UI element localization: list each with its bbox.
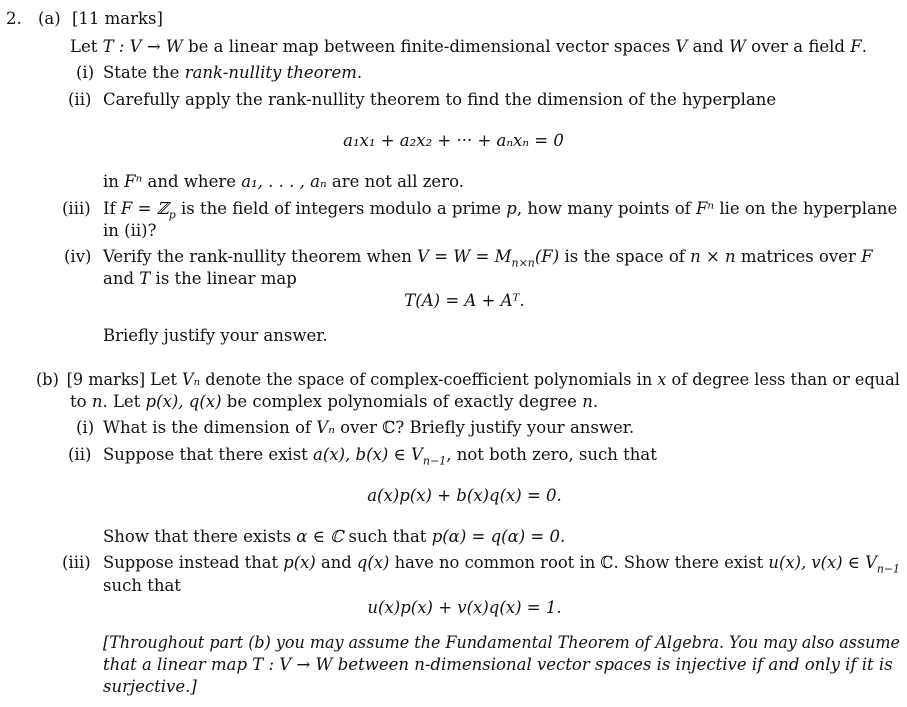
part-b-iii-equation: u(x)p(x) + v(x)q(x) = 1. (367, 598, 562, 617)
math-F: (F) (534, 247, 560, 266)
math-ab: a(x), b(x) ∈ V (313, 445, 423, 464)
text: are not all zero. (326, 172, 464, 191)
part-a-label (38, 8, 163, 30)
part-a-iii-label: (iii) (62, 199, 91, 218)
math-root: p(α) = q(α) = 0. (431, 527, 566, 546)
math-sub-p: p (168, 208, 176, 222)
math-F: F (861, 247, 873, 266)
math-pq: p(x), q(x) (145, 392, 222, 411)
math-sub-nxn: n×n (511, 256, 535, 270)
text: Suppose that there exist (103, 445, 314, 464)
part-b-i-label: (i) (76, 418, 95, 437)
part-b-ii-equation: a(x)p(x) + b(x)q(x) = 0. (367, 486, 562, 505)
part-a-i-text (103, 62, 362, 84)
part-a-iv-justify: Briefly justify your answer. (103, 326, 328, 345)
math-uv: u(x), v(x) ∈ V (768, 553, 877, 572)
text: over ℂ? Briefly justify your answer. (334, 418, 635, 437)
text: Show that there exists (103, 527, 297, 546)
text: be a linear map between finite-dimensional vector spaces (182, 37, 676, 56)
part-a-iv-line2 (103, 268, 297, 290)
question-number: 2. (6, 9, 22, 28)
math-q: q(x) (356, 553, 390, 572)
text: . Let (102, 392, 146, 411)
text: Let (145, 370, 183, 389)
part-b-note-line3: surjective.] (103, 677, 197, 696)
math-coeffs: a₁, . . . , aₙ (241, 172, 327, 191)
part-b-iii-line2: such that (103, 576, 181, 595)
math-Vn: Vₙ (316, 418, 335, 437)
part-b-ii-show (103, 526, 565, 548)
part-a-iv-text (103, 246, 873, 268)
text: , not both zero, such that (446, 445, 657, 464)
math-map: T : V → W (102, 37, 183, 56)
text: of degree less than or equal (666, 370, 900, 389)
math-x: x (657, 370, 667, 389)
part-a-label-text: (a) (38, 9, 61, 28)
part-b-ii-label: (ii) (68, 445, 92, 464)
text: over a field (745, 37, 851, 56)
part-b-iii-text (103, 552, 900, 574)
math-sub-n-1: n−1 (876, 562, 901, 576)
math-Fn: Fⁿ (124, 172, 143, 191)
text: and (315, 553, 357, 572)
text: What is the dimension of (103, 418, 317, 437)
part-a-marks: [11 marks] (71, 9, 163, 28)
part-a-ii-continuation (103, 171, 464, 193)
text: is the field of integers modulo a prime (175, 199, 507, 218)
text: , how many points of (516, 199, 696, 218)
text: . (592, 392, 599, 411)
math-V: V (675, 37, 688, 56)
text: denote the space of complex-coefficient polynomials in (200, 370, 658, 389)
part-b-label: (b) (36, 370, 59, 389)
math-p: p(x) (283, 553, 316, 572)
part-b-note-line1: [Throughout part (b) you may assume the Fundamental Theorem of Algebra. You may also assume (103, 633, 900, 652)
text: and where (142, 172, 242, 191)
math-W: W (728, 37, 746, 56)
math-space: V = W = M (417, 247, 512, 266)
text: State the (103, 63, 185, 82)
part-b-marks: [9 marks] (66, 370, 146, 389)
part-b-note-line2: that a linear map T : V → W between n-dimensional vector spaces is injective if and only if it is (103, 655, 893, 674)
math-nxn: n × n (690, 247, 736, 266)
text: to (70, 392, 92, 411)
part-b-iii-label: (iii) (62, 553, 91, 572)
text: is the space of (559, 247, 691, 266)
text: lie on the hyperplane (714, 199, 898, 218)
text: be complex polynomials of exactly degree (221, 392, 583, 411)
math-F-Zp: F = ℤ (120, 199, 169, 218)
text: . (356, 63, 363, 82)
math-alpha: α ∈ ℂ (296, 527, 344, 546)
text: such that (343, 527, 432, 546)
part-b-intro-line2 (70, 391, 598, 413)
part-a-ii-equation: a₁x₁ + a₂x₂ + ··· + aₙxₙ = 0 (343, 131, 564, 150)
part-b-i-text (103, 417, 634, 439)
part-b-intro (36, 369, 900, 391)
math-Vn: Vₙ (182, 370, 201, 389)
math-sub-n-1: n−1 (422, 454, 447, 468)
part-b-ii-text (103, 444, 657, 466)
term-rank-nullity: rank-nullity theorem (184, 63, 357, 82)
math-n: n (582, 392, 593, 411)
part-a-iii-text (103, 198, 897, 220)
part-a-intro (70, 36, 867, 58)
part-a-i-label: (i) (76, 63, 95, 82)
text: in (103, 172, 125, 191)
text: matrices over (735, 247, 862, 266)
part-a-iv-equation: T(A) = A + Aᵀ. (404, 291, 525, 310)
math-n: n (91, 392, 103, 411)
part-a-iii-line2: in (ii)? (103, 221, 157, 240)
math-Fn: Fⁿ (695, 199, 715, 218)
text: Suppose instead that (103, 553, 284, 572)
part-a-ii-label: (ii) (68, 90, 92, 109)
text: If (103, 199, 121, 218)
text: Let (70, 37, 103, 56)
math-T: T (139, 269, 151, 288)
math-F: F (850, 37, 862, 56)
text: is the linear map (150, 269, 297, 288)
text: and (687, 37, 729, 56)
math-p: p (506, 199, 517, 218)
text: have no common root in ℂ. Show there exist (389, 553, 769, 572)
part-a-ii-text: Carefully apply the rank-nullity theorem to find the dimension of the hyperplane (103, 90, 777, 109)
part-a-iv-label: (iv) (64, 247, 92, 266)
text: and (103, 269, 140, 288)
text: Verify the rank-nullity theorem when (103, 247, 418, 266)
text: . (861, 37, 867, 56)
